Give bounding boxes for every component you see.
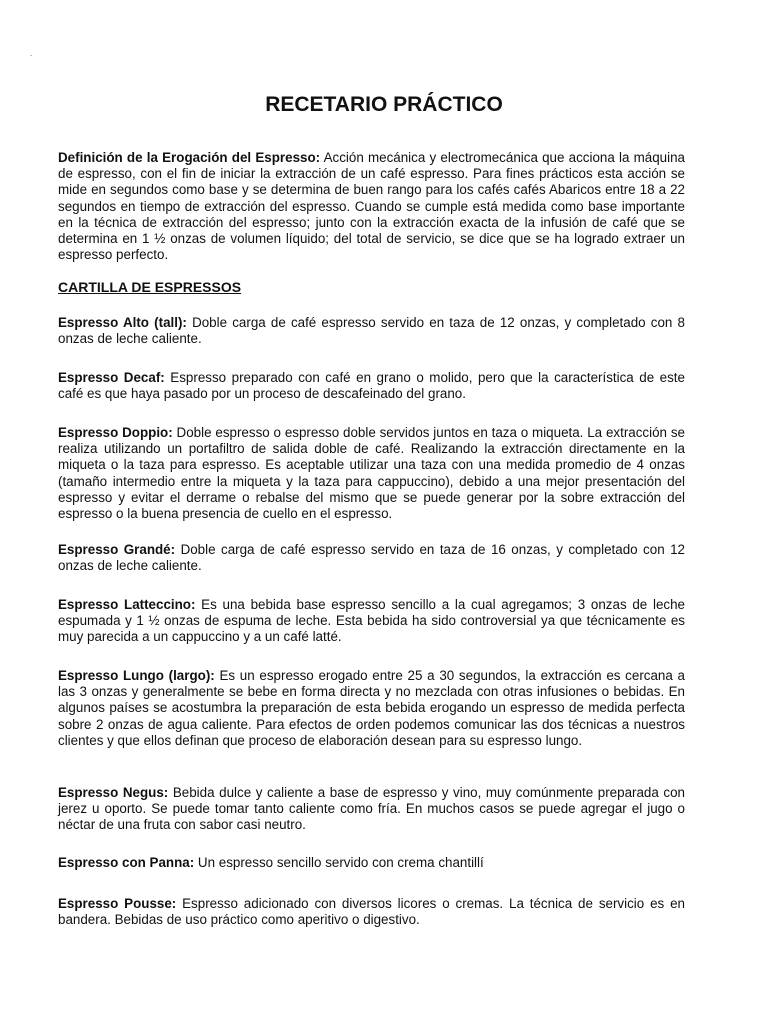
entry-espresso-alto bbox=[58, 315, 685, 347]
entry-text: Espresso preparado con café en grano o molido, pero que la característica de este café es que haya pasado por un proceso de descafeinado del grano. bbox=[58, 370, 685, 402]
entry-text: Doble espresso o espresso doble servidos juntos en taza o miqueta. La extracción se realiza utilizando un portafiltro de salida doble de café. Realizando la extracción directamente en la miqueta o la taza para espresso. Es aceptable utilizar una taza con una medida promedio de 4 onzas (tamaño intermedio entre la miqueta y la taza para cappuccino), debido a una mejor presentación del espresso y evitar el derrame o rebalse del mismo que se puede generar por la sobre extracción del espresso o la buena presencia de cuello en el espresso. bbox=[58, 425, 685, 522]
entry-espresso-grande bbox=[58, 542, 685, 574]
entry-espresso-decaf bbox=[58, 370, 685, 402]
entry-text: Doble carga de café espresso servido en taza de 12 onzas, y completado con 8 onzas de leche caliente. bbox=[58, 315, 685, 347]
entry-term: Espresso Grandé: bbox=[58, 542, 176, 557]
corner-mark: . bbox=[30, 49, 33, 58]
section-heading: CARTILLA DE ESPRESSOS bbox=[58, 279, 242, 295]
definition-term: Definición de la Erogación del Espresso: bbox=[58, 150, 321, 165]
entry-term: Espresso Doppio: bbox=[58, 425, 173, 440]
entry-espresso-doppio bbox=[58, 425, 685, 522]
entry-text: Es una bebida base espresso sencillo a la cual agregamos; 3 onzas de leche espumada y 1 ½ onzas de espuma de leche. Esta bebida ha sido controversial ya que técnicamente es muy parecida a un cappuccino y a un café latté. bbox=[58, 597, 685, 645]
entry-term: Espresso Pousse: bbox=[58, 896, 177, 911]
entry-text: Espresso adicionado con diversos licores o cremas. La técnica de servicio es en bandera. Bebidas de uso práctico como aperitivo o digestivo. bbox=[58, 896, 685, 928]
entry-espresso-negus bbox=[58, 785, 685, 834]
entry-term: Espresso Negus: bbox=[58, 785, 169, 800]
definition-text: Acción mecánica y electromecánica que acciona la máquina de espresso, con el fin de iniciar la extracción de un café espresso. Para fines prácticos esta acción se mide en segundos como base y se determina de buen rango para los cafés cafés Abaricos entre 18 a 22 segundos en tiempo de extracción del espresso. Cuando se cumple está medida como base importante en la técnica de extracción del espresso; junto con la extracción exacta de la infusión de café que se determina en 1 ½ onzas de volumen líquido; del total de servicio, se dice que se ha logrado extraer un espresso perfecto. bbox=[58, 150, 685, 263]
entry-term: Espresso con Panna: bbox=[58, 855, 195, 870]
entry-text: Doble carga de café espresso servido en taza de 16 onzas, y completado con 12 onzas de leche caliente. bbox=[58, 542, 685, 574]
entry-espresso-lungo bbox=[58, 668, 685, 749]
entry-text: Es un espresso erogado entre 25 a 30 segundos, la extracción es cercana a las 3 onzas y generalmente se bebe en forma directa y no mezclada con otras infusiones o bebidas. En algunos países se acostumbra la preparación de esta bebida erogando un espresso de medida perfecta sobre 2 onzas de agua caliente. Para efectos de orden podemos comunicar las dos técnicas a nuestros clientes y que ellos definan que proceso de elaboración desean para su espresso lungo. bbox=[58, 668, 685, 748]
entry-term: Espresso Latteccino: bbox=[58, 597, 196, 612]
entry-espresso-latteccino bbox=[58, 597, 685, 646]
entry-text: Bebida dulce y caliente a base de espresso y vino, muy comúnmente preparada con jerez u oporto. Se puede tomar tanto caliente como fría. En muchos casos se puede agregar el jugo o néctar de una fruta con sabor casi neutro. bbox=[58, 785, 685, 833]
entry-term: Espresso Lungo (largo): bbox=[58, 668, 215, 683]
definition-paragraph bbox=[58, 150, 685, 263]
entry-espresso-pousse bbox=[58, 896, 685, 928]
entry-espresso-con-panna bbox=[58, 855, 685, 871]
entry-term: Espresso Alto (tall): bbox=[58, 315, 187, 330]
page-title: RECETARIO PRÁCTICO bbox=[265, 93, 503, 116]
entry-text: Un espresso sencillo servido con crema chantillí bbox=[197, 855, 484, 870]
entry-term: Espresso Decaf: bbox=[58, 370, 165, 385]
